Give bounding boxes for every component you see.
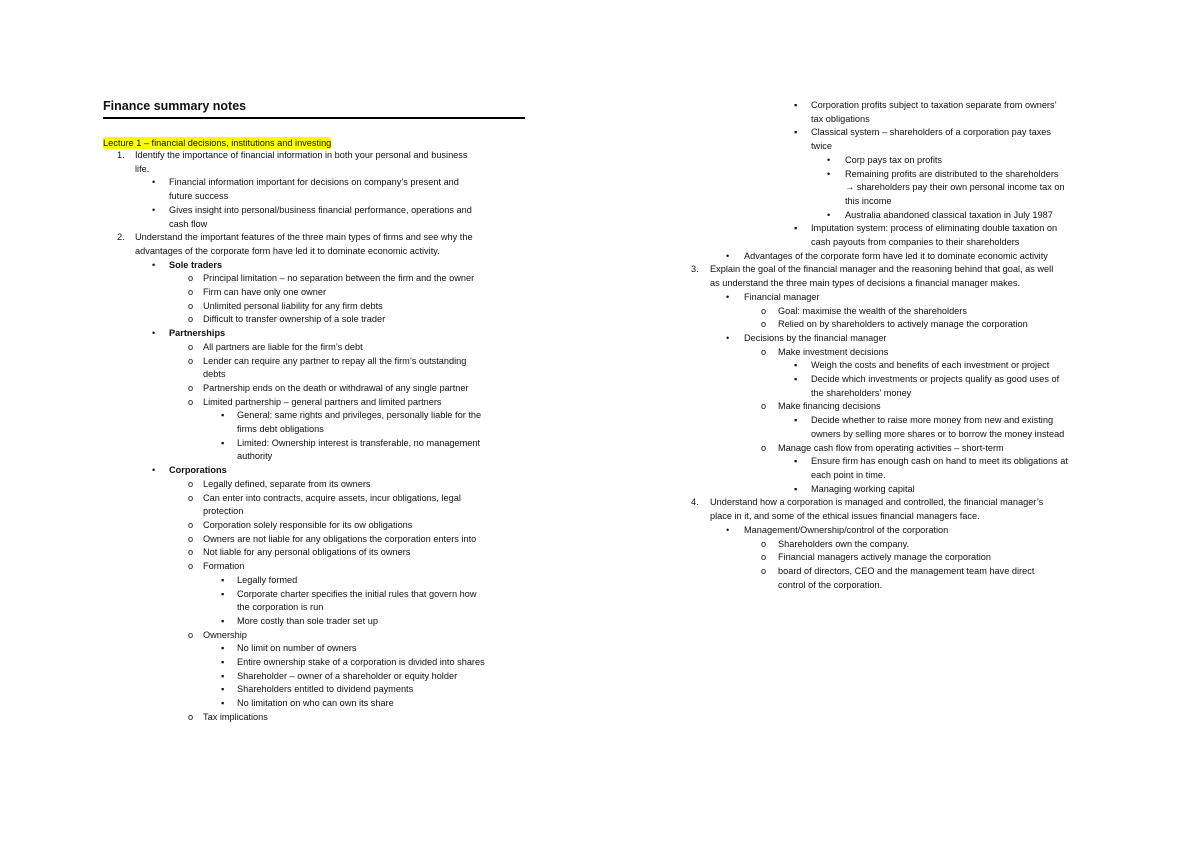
list-item-text: cash flow: [169, 218, 208, 229]
list-item: [103, 464, 528, 478]
list-item-text: authority: [237, 451, 273, 462]
list-item: [103, 711, 528, 725]
list-marker: ▪: [221, 437, 225, 448]
list-marker: o: [188, 547, 194, 558]
list-marker: o: [188, 287, 194, 298]
list-item-text: each point in time.: [811, 469, 886, 480]
list-item-text: Decisions by the financial manager: [744, 332, 887, 343]
list-marker: •: [827, 209, 831, 220]
list-marker: o: [188, 629, 194, 640]
list-item: [103, 615, 528, 629]
list-item: [103, 533, 528, 547]
list-marker: o: [188, 273, 194, 284]
list-marker: ▪: [794, 360, 798, 371]
list-marker: ▪: [794, 223, 798, 234]
list-item-text: the shareholders’ money: [811, 387, 912, 398]
list-marker: ▪: [794, 127, 798, 138]
list-item-text: Explain the goal of the financial manager and the reasoning behind that goal, as well: [710, 264, 1054, 275]
list-item-text: Corporate charter specifies the initial rules that govern how: [237, 588, 477, 599]
list-item-text: More costly than sole trader set up: [237, 615, 378, 626]
list-item: [675, 359, 1105, 373]
list-item: [675, 414, 1105, 441]
list-item-text: Can enter into contracts, acquire assets, incur obligations, legal: [203, 492, 461, 503]
list-item-text: Make financing decisions: [778, 401, 881, 412]
list-item-text: Goal: maximise the wealth of the shareholders: [778, 305, 967, 316]
list-item-text: General: same rights and privileges, personally liable for the: [237, 410, 482, 421]
list-item: [675, 346, 1105, 360]
list-marker: o: [761, 305, 767, 316]
list-item: [103, 327, 528, 341]
list-marker: ▪: [221, 684, 225, 695]
list-item-text: advantages of the corporate form have led it to dominate economic activity.: [135, 245, 440, 256]
list-marker: o: [761, 346, 767, 357]
list-item-text: Advantages of the corporate form have led it to dominate economic activity: [744, 250, 1048, 261]
list-item: [103, 697, 528, 711]
list-marker: o: [188, 478, 194, 489]
list-item-text: Legally defined, separate from its owners: [203, 478, 371, 489]
list-item-text: Partnerships: [169, 328, 226, 339]
list-item: [675, 305, 1105, 319]
list-item: [675, 455, 1105, 482]
list-item-text: Legally formed: [237, 574, 298, 585]
list-item-text: twice: [811, 141, 832, 152]
list-item: [675, 524, 1105, 538]
list-marker: •: [152, 465, 156, 476]
list-marker: o: [761, 552, 767, 563]
list-item-text: No limitation on who can own its share: [237, 698, 394, 709]
list-item-text: Remaining profits are distributed to the shareholders: [845, 168, 1059, 179]
list-item-text: Weigh the costs and benefits of each investment or project: [811, 360, 1050, 371]
list-marker: o: [761, 401, 767, 412]
list-item: [103, 409, 528, 436]
list-marker: ▪: [794, 374, 798, 385]
list-item-text: All partners are liable for the firm’s debt: [203, 341, 363, 352]
list-item: [103, 478, 528, 492]
list-item-text: Firm can have only one owner: [203, 287, 327, 298]
list-item: [103, 382, 528, 396]
list-marker: 1.: [117, 150, 125, 160]
lecture-heading: Lecture 1 – financial decisions, institutions and investing: [103, 138, 332, 148]
list-item: [103, 642, 528, 656]
list-marker: ▪: [221, 588, 225, 599]
list-item: [103, 176, 528, 203]
list-item-text: Make investment decisions: [778, 346, 889, 357]
list-item: [103, 574, 528, 588]
list-item: [675, 154, 1105, 168]
list-item-text: Tax implications: [203, 711, 268, 722]
list-marker: ▪: [221, 643, 225, 654]
list-item: [675, 565, 1105, 592]
list-item-text: Limited: Ownership interest is transferable, no management: [237, 437, 481, 448]
list-item-text: debts: [203, 369, 226, 380]
list-item-text: Australia abandoned classical taxation in July 1987: [845, 209, 1053, 220]
list-item: [103, 259, 528, 273]
list-item: [103, 629, 528, 643]
list-item-text: Sole traders: [169, 259, 223, 270]
list-item: [103, 670, 528, 684]
list-marker: ▪: [794, 456, 798, 467]
list-item: [675, 263, 1105, 290]
list-marker: ▪: [221, 670, 225, 681]
list-item: [103, 355, 528, 382]
list-item-text: Financial information important for decisions on company’s present and: [169, 177, 459, 188]
list-item-text: No limit on number of owners: [237, 643, 357, 654]
list-marker: ▪: [794, 415, 798, 426]
list-item-text: Decide whether to raise more money from new and existing: [811, 415, 1054, 426]
list-item-text: Financial managers actively manage the corporation: [778, 552, 991, 563]
list-item: [675, 538, 1105, 552]
list-item-text: control of the corporation.: [778, 579, 883, 590]
list-item-text: Classical system – shareholders of a corporation pay taxes: [811, 127, 1052, 138]
list-marker: •: [152, 328, 156, 339]
right-column: [675, 99, 1105, 592]
list-item: [103, 204, 528, 231]
list-item: [103, 341, 528, 355]
list-item-text: Limited partnership – general partners and limited partners: [203, 396, 442, 407]
list-item-text: Corporation profits subject to taxation separate from owners’: [811, 100, 1057, 110]
list-marker: ▪: [221, 410, 225, 421]
list-marker: ▪: [221, 574, 225, 585]
list-item: [103, 286, 528, 300]
list-item-text: → shareholders pay their own personal income tax on: [845, 182, 1065, 193]
list-item-text: Ensure firm has enough cash on hand to meet its obligations at: [811, 456, 1068, 467]
list-marker: ▪: [794, 483, 798, 494]
list-marker: o: [188, 341, 194, 352]
list-marker: o: [761, 538, 767, 549]
list-marker: o: [188, 355, 194, 366]
list-item-text: cash payouts from companies to their shareholders: [811, 237, 1020, 248]
list-item-text: Difficult to transfer ownership of a sole trader: [203, 314, 386, 325]
page-title: Finance summary notes: [103, 99, 525, 119]
list-marker: o: [188, 382, 194, 393]
list-marker: o: [188, 533, 194, 544]
list-marker: 4.: [691, 497, 699, 508]
list-item-text: Gives insight into personal/business financial performance, operations and: [169, 204, 472, 215]
list-marker: o: [188, 561, 194, 572]
list-item-text: Shareholders own the company.: [778, 538, 910, 549]
list-marker: •: [152, 177, 156, 188]
list-item-text: Decide which investments or projects qualify as good uses of: [811, 374, 1060, 385]
list-item-text: the corporation is run: [237, 602, 324, 613]
list-item: [675, 318, 1105, 332]
list-item: [675, 332, 1105, 346]
list-item-text: Imputation system: process of eliminating double taxation on: [811, 223, 1058, 234]
list-item-text: Formation: [203, 561, 245, 572]
list-marker: ▪: [221, 657, 225, 668]
list-marker: o: [188, 492, 194, 503]
list-item: [675, 400, 1105, 414]
list-item-text: as understand the three main types of decisions a financial manager makes.: [710, 278, 1020, 289]
list-marker: o: [188, 711, 194, 722]
list-marker: o: [761, 442, 767, 453]
list-marker: o: [188, 314, 194, 325]
list-item: [103, 149, 528, 176]
list-item: [675, 99, 1105, 126]
list-item: [675, 168, 1105, 209]
list-item-text: Understand how a corporation is managed and controlled, the financial manager’s: [710, 497, 1044, 508]
list-item-text: future success: [169, 191, 229, 202]
list-item-text: Corp pays tax on profits: [845, 154, 943, 165]
list-item: [103, 588, 528, 615]
list-marker: •: [726, 250, 730, 261]
list-item-text: Relied on by shareholders to actively manage the corporation: [778, 319, 1028, 330]
list-item-text: Shareholder – owner of a shareholder or equity holder: [237, 670, 458, 681]
list-item: [675, 483, 1105, 497]
list-item-text: life.: [135, 163, 150, 174]
list-marker: o: [188, 300, 194, 311]
list-item: [675, 222, 1105, 249]
list-item-text: Corporation solely responsible for its ow obligations: [203, 519, 413, 530]
list-item-text: board of directors, CEO and the management team have direct: [778, 565, 1035, 576]
list-marker: o: [761, 565, 767, 576]
list-item: [103, 300, 528, 314]
list-marker: •: [726, 332, 730, 343]
list-item-text: Ownership: [203, 629, 247, 640]
list-item: [103, 396, 528, 410]
list-item-text: Shareholders entitled to dividend payments: [237, 684, 414, 695]
list-item: [103, 313, 528, 327]
list-marker: •: [726, 291, 730, 302]
list-item-text: Manage cash flow from operating activities – short-term: [778, 442, 1004, 453]
list-marker: ▪: [221, 615, 225, 626]
list-item-text: Principal limitation – no separation between the firm and the owner: [203, 273, 475, 284]
list-item-text: Entire ownership stake of a corporation is divided into shares: [237, 657, 485, 668]
list-marker: 2.: [117, 232, 125, 243]
list-item-text: Lender can require any partner to repay all the firm’s outstanding: [203, 355, 467, 366]
list-item: [103, 231, 528, 258]
list-item-text: Owners are not liable for any obligations the corporation enters into: [203, 533, 477, 544]
list-item-text: this income: [845, 195, 892, 206]
list-item: [103, 437, 528, 464]
list-item: [675, 126, 1105, 153]
list-item-text: Identify the importance of financial information in both your personal and business: [135, 150, 468, 160]
list-item: [103, 546, 528, 560]
list-marker: •: [827, 168, 831, 179]
list-item-text: tax obligations: [811, 113, 870, 124]
list-item: [103, 683, 528, 697]
list-item: [103, 492, 528, 519]
list-item-text: Not liable for any personal obligations of its owners: [203, 547, 411, 558]
list-item-text: Understand the important features of the three main types of firms and see why the: [135, 232, 473, 243]
list-item: [675, 373, 1105, 400]
list-marker: •: [726, 524, 730, 535]
list-marker: 3.: [691, 264, 699, 275]
list-marker: o: [188, 396, 194, 407]
list-item-text: Management/Ownership/control of the corporation: [744, 524, 949, 535]
list-item-text: Managing working capital: [811, 483, 915, 494]
list-marker: •: [152, 259, 156, 270]
list-item-text: owners by selling more shares or to borrow the money instead: [811, 428, 1065, 439]
list-item-text: firms debt obligations: [237, 424, 324, 435]
list-item: [675, 442, 1105, 456]
list-item: [103, 560, 528, 574]
left-column: [103, 149, 528, 725]
list-item: [103, 272, 528, 286]
list-marker: •: [152, 204, 156, 215]
list-item-text: place in it, and some of the ethical issues financial managers face.: [710, 511, 980, 522]
list-item: [675, 291, 1105, 305]
list-marker: o: [761, 319, 767, 330]
list-marker: ▪: [221, 698, 225, 709]
list-marker: o: [188, 519, 194, 530]
list-item-text: Financial manager: [744, 291, 820, 302]
list-marker: •: [827, 154, 831, 165]
list-item: [675, 551, 1105, 565]
list-item: [675, 209, 1105, 223]
list-item-text: protection: [203, 506, 244, 517]
list-item-text: Unlimited personal liability for any firm debts: [203, 300, 383, 311]
list-item: [675, 496, 1105, 523]
list-marker: ▪: [794, 100, 798, 110]
list-item: [103, 656, 528, 670]
list-item: [103, 519, 528, 533]
list-item-text: Corporations: [169, 465, 227, 476]
list-item: [675, 250, 1105, 264]
list-item-text: Partnership ends on the death or withdrawal of any single partner: [203, 382, 469, 393]
